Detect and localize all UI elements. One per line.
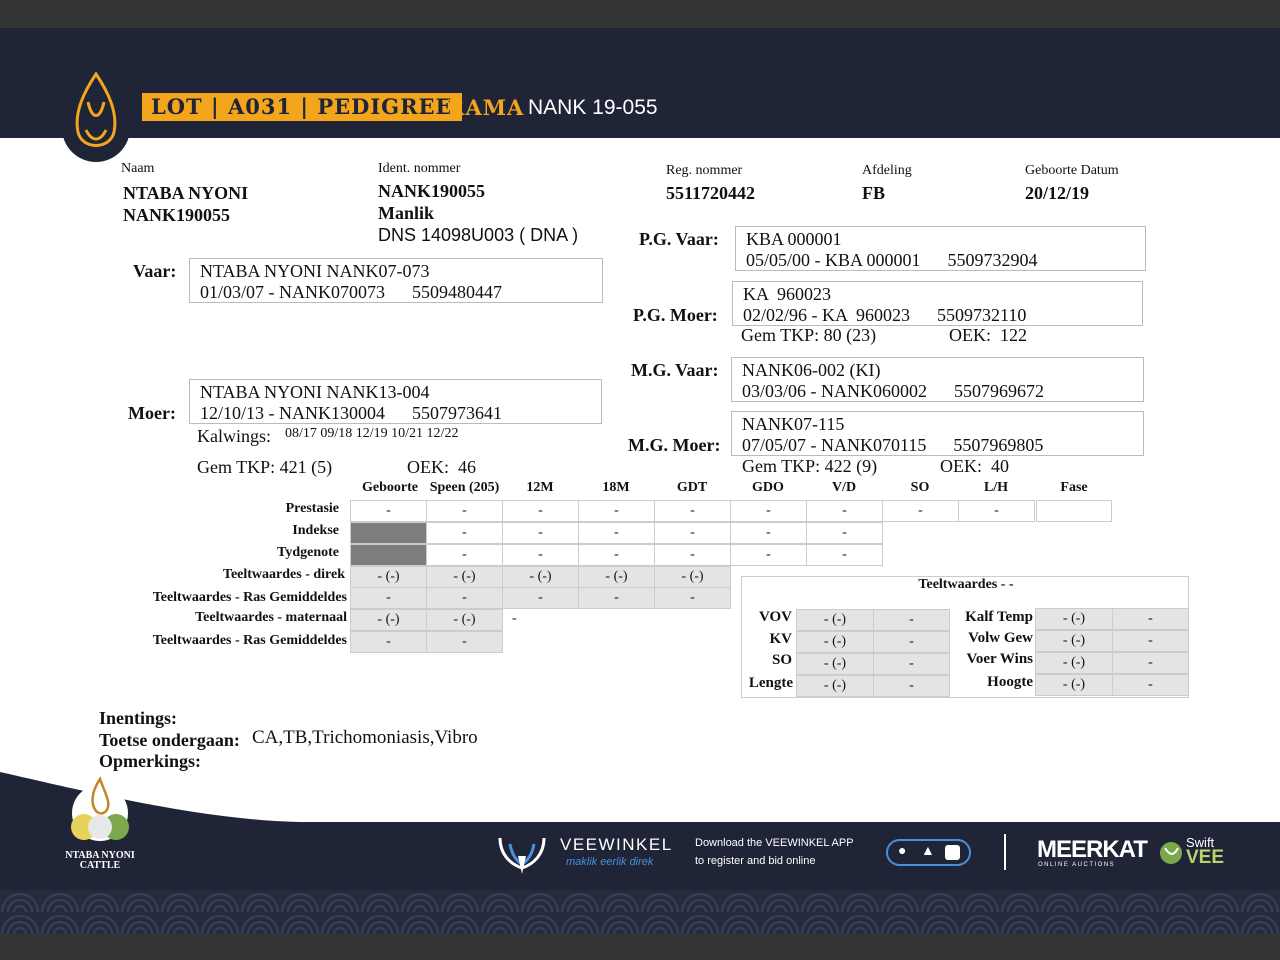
grid-cell: - (-) <box>350 566 427 588</box>
tw-avg: - <box>873 653 950 675</box>
ident-value: NANK190055 <box>378 181 485 201</box>
grid-cell: - <box>350 587 427 609</box>
tw-value: - (-) <box>796 631 874 653</box>
geboorte-value: 20/12/19 <box>1025 183 1090 203</box>
tw-label-kv: KV <box>769 631 792 647</box>
grid-cell: - (-) <box>578 566 655 588</box>
tw-avg: - <box>1112 652 1189 674</box>
mg-moer-oek: OEK: 40 <box>940 456 1009 476</box>
pg-moer-oek: OEK: 122 <box>949 325 1027 345</box>
grid-cell: - <box>502 500 579 522</box>
row-label-teeltwaardes-direk: Teeltwaardes - direk <box>222 567 345 582</box>
tw-label-kalf-temp: Kalf Temp <box>965 609 1033 625</box>
ident-label: Ident. nommer <box>378 161 461 176</box>
col-header: Fase <box>1060 480 1088 495</box>
pg-moer-gem-tkp: Gem TKP: 80 (23) <box>741 325 877 345</box>
pg-vaar-box <box>735 226 1146 271</box>
teeltwaardes-box <box>741 576 1189 698</box>
tw-avg: - <box>873 675 950 697</box>
mg-vaar-line1: NANK06-002 (KI) <box>742 360 881 380</box>
col-header: GDT <box>676 480 708 495</box>
dns-value: DNS 14098U003 ( DNA ) <box>378 225 579 245</box>
ntaba-logo <box>62 72 130 162</box>
grid-cell: - <box>730 522 807 544</box>
tw-value: - (-) <box>1035 652 1113 674</box>
grid-cell: - (-) <box>654 566 731 588</box>
kalwings-value: 08/17 09/18 12/19 10/21 12/22 <box>285 426 459 441</box>
row-label-ras-gemiddeldes: Teeltwaardes - Ras Gemiddeldes <box>152 590 347 605</box>
mg-moer-line1: NANK07-115 <box>742 414 845 434</box>
tw-value: - (-) <box>796 653 874 675</box>
naam-label: Naam <box>121 161 155 176</box>
download-text: Download the VEEWINKEL APP <box>695 837 854 849</box>
col-header: Speen (205) <box>429 480 500 495</box>
pg-vaar-line2: 05/05/00 - KBA 000001 5509732904 <box>746 250 1038 270</box>
grid-cell: - <box>578 544 655 566</box>
col-header: 18M <box>602 480 630 495</box>
grid-cell: - <box>578 500 655 522</box>
bottom-bar <box>0 934 1280 960</box>
vaar-line2: 01/03/07 - NANK070073 5509480447 <box>200 282 502 302</box>
grid-cell: - <box>654 500 731 522</box>
grid-cell: - <box>426 587 503 609</box>
teeltwaardes-title: Teeltwaardes - - <box>918 577 1014 592</box>
grid-cell: - <box>730 500 807 522</box>
mg-vaar-box <box>731 357 1144 402</box>
brand-line2: CATTLE <box>79 860 121 871</box>
vaar-box <box>189 258 603 303</box>
lot-label: LOT | A031 | PEDIGREE <box>142 93 462 121</box>
tw-label-voer-wins: Voer Wins <box>966 651 1033 667</box>
col-header: Geboorte <box>362 480 418 495</box>
meerkat-name: MEERKAT <box>1037 836 1147 863</box>
grid-cell: - (-) <box>426 566 503 588</box>
tw-value: - (-) <box>796 675 874 697</box>
geboorte-label: Geboorte Datum <box>1025 163 1119 178</box>
vaar-label: Vaar: <box>133 261 177 281</box>
moer-label: Moer: <box>128 403 176 423</box>
android-icon: ▲ <box>921 844 935 859</box>
grid-cell <box>350 544 427 566</box>
breed-label: RAMA <box>447 95 525 120</box>
grid-cell: - <box>350 500 427 522</box>
ntaba-cattle-logo <box>68 775 132 845</box>
tw-value: - (-) <box>1035 674 1113 696</box>
grid-cell: - <box>806 544 883 566</box>
huawei-appgallery-icon <box>945 845 960 860</box>
grid-cell: - <box>502 522 579 544</box>
moer-line2: 12/10/13 - NANK130004 5507973641 <box>200 403 502 423</box>
naam-line2: NANK190055 <box>123 205 230 225</box>
pg-moer-box <box>732 281 1143 326</box>
cattle-logo-icon <box>68 775 132 845</box>
moer-line1: NTABA NYONI NANK13-004 <box>200 382 430 402</box>
tw-avg: - <box>873 609 950 631</box>
grid-cell: - (-) <box>426 609 503 631</box>
meerkat-sub: ONLINE AUCTIONS <box>1038 862 1116 868</box>
vaar-line1: NTABA NYONI NANK07-073 <box>200 261 430 281</box>
tw-value: - (-) <box>796 609 874 631</box>
moer-box <box>189 379 602 424</box>
naam-line1: NTABA NYONI <box>123 183 249 203</box>
mg-moer-line2: 07/05/07 - NANK070115 5507969805 <box>742 435 1044 455</box>
grid-cell: - <box>426 544 503 566</box>
app-store-badges[interactable] <box>886 839 971 866</box>
grid-cell: - (-) <box>502 566 579 588</box>
moer-oek: OEK: 46 <box>407 457 476 477</box>
grid-cell <box>1036 500 1112 522</box>
grid-cell: - <box>654 587 731 609</box>
tw-value: - (-) <box>1035 608 1113 630</box>
top-bar <box>0 0 1280 28</box>
col-header: L/H <box>983 480 1009 495</box>
tw-label-lengte: Lengte <box>748 675 793 691</box>
tw-label-hoogte: Hoogte <box>987 674 1033 690</box>
grid-cell: - <box>654 544 731 566</box>
toetse-value: CA,TB,Trichomoniasis,Vibro <box>252 727 478 748</box>
reg-value: 5511720442 <box>666 183 756 203</box>
col-header: SO <box>910 480 930 495</box>
mg-vaar-line2: 03/03/06 - NANK060002 5507969672 <box>742 381 1044 401</box>
pg-moer-line2: 02/02/96 - KA 960023 5509732110 <box>743 305 1027 325</box>
grid-cell: - <box>958 500 1035 522</box>
toetse-label: Toetse ondergaan: <box>99 730 240 750</box>
register-text: to register and bid online <box>695 855 816 867</box>
grid-cell: - (-) <box>350 609 427 631</box>
tw-avg: - <box>1112 674 1189 696</box>
pg-moer-label: P.G. Moer: <box>633 305 718 325</box>
tw-avg: - <box>1112 608 1189 630</box>
col-header: V/D <box>831 480 857 495</box>
tw-value: - (-) <box>1035 630 1113 652</box>
grid-cell: - <box>654 522 731 544</box>
grid-cell: - <box>730 544 807 566</box>
footer-pattern <box>0 890 1280 934</box>
opmerkings-label: Opmerkings: <box>99 751 202 771</box>
pg-vaar-line1: KBA 000001 <box>746 229 842 249</box>
row-label-indekse: Indekse <box>292 523 339 538</box>
mg-moer-gem-tkp: Gem TKP: 422 (9) <box>742 456 878 476</box>
tw-avg: - <box>1112 630 1189 652</box>
moer-gem-tkp: Gem TKP: 421 (5) <box>197 457 333 477</box>
swiftvee-logo-icon <box>1158 840 1184 866</box>
pg-moer-line1: KA 960023 <box>743 284 832 304</box>
mg-vaar-label: M.G. Vaar: <box>631 360 719 380</box>
grid-cell: - <box>578 522 655 544</box>
antelope-logo-icon <box>66 72 126 162</box>
grid-cell: - <box>350 631 427 653</box>
grid-cell: - <box>806 522 883 544</box>
wave-pattern-icon <box>0 890 1280 934</box>
grid-cell: - <box>882 500 959 522</box>
grid-cell: - <box>502 544 579 566</box>
pg-vaar-label: P.G. Vaar: <box>639 229 719 249</box>
tw-label-so: SO <box>771 652 792 668</box>
afdeling-label: Afdeling <box>862 163 912 178</box>
grid-cell: - <box>426 631 503 653</box>
swift-line2: VEE <box>1186 847 1225 868</box>
grid-cell: - <box>426 522 503 544</box>
mg-moer-label: M.G. Moer: <box>628 435 721 455</box>
reg-label: Reg. nommer <box>666 163 743 178</box>
mg-moer-box <box>731 411 1144 456</box>
grid-cell: - <box>578 587 655 609</box>
tw-label-vov: VOV <box>758 609 792 625</box>
col-header: GDO <box>752 480 784 495</box>
apple-icon: ● <box>898 844 907 859</box>
grid-cell <box>350 522 427 544</box>
veewinkel-logo-icon <box>496 834 548 876</box>
tw-avg: - <box>873 631 950 653</box>
grid-cell: - <box>502 587 579 609</box>
footer-divider <box>1004 834 1006 870</box>
animal-code: NANK 19-055 <box>528 96 658 119</box>
row-label-ras-gemiddeldes-maternaal: Teeltwaardes - Ras Gemiddeldes <box>152 633 347 648</box>
row-label-prestasie: Prestasie <box>285 501 339 516</box>
tw-label-volw-gew: Volw Gew <box>968 630 1033 646</box>
inentings-label: Inentings: <box>99 708 178 728</box>
afdeling-value: FB <box>862 183 886 203</box>
row-label-tydgenote: Tydgenote <box>277 545 339 560</box>
row-label-teeltwaardes-maternaal: Teeltwaardes - maternaal <box>195 610 347 625</box>
col-header: 12M <box>526 480 554 495</box>
kalwings-label: Kalwings: <box>197 426 271 446</box>
brand-line1: NTABA NYONI <box>65 850 135 861</box>
veewinkel-name: VEEWINKEL <box>560 835 673 854</box>
sex-value: Manlik <box>378 203 435 223</box>
veewinkel-tagline: maklik eerlik direk <box>566 856 654 868</box>
swift-line1: Swift <box>1186 835 1215 850</box>
grid-cell-extra: - <box>512 611 517 626</box>
grid-cell: - <box>426 500 503 522</box>
grid-cell: - <box>806 500 883 522</box>
